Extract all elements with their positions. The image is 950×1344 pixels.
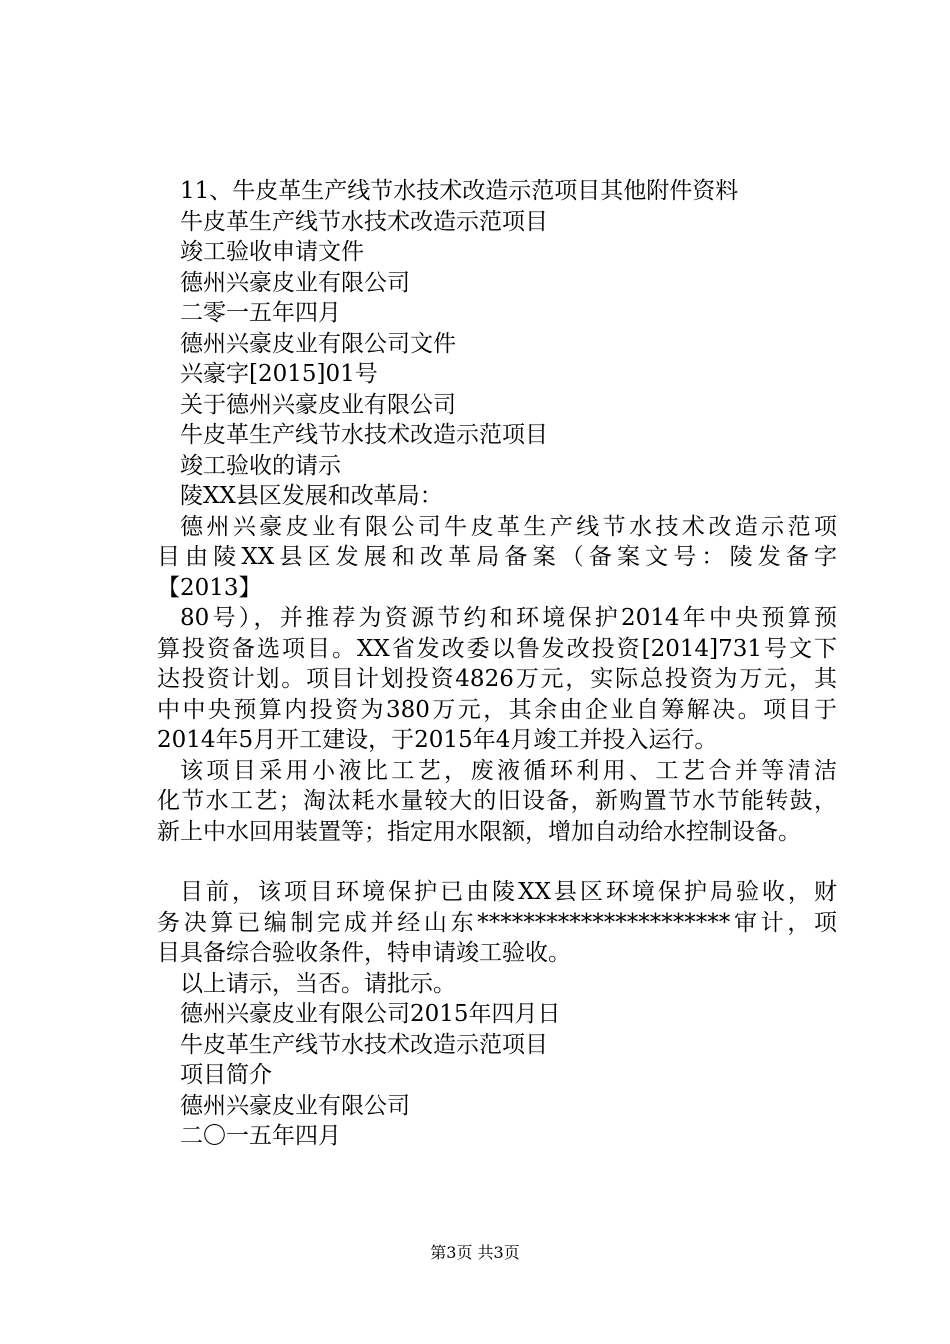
company-name-line: 德州兴豪皮业有限公司: [180, 269, 410, 296]
date-line: 二零一五年四月: [180, 300, 341, 326]
company-name-line: 德州兴豪皮业有限公司: [180, 1092, 410, 1119]
project-summary-title: 项目简介: [180, 1062, 272, 1088]
paragraph-line: 中中央预算内投资为380万元，其余由企业自筹解决。项目于: [157, 696, 837, 723]
subject-line-2: 牛皮革生产线节水技术改造示范项目: [180, 422, 548, 448]
paragraph-investment: [157, 603, 837, 756]
project-name-line: 牛皮革生产线节水技术改造示范项目: [180, 1031, 548, 1058]
page-footer: [0, 1243, 950, 1263]
paragraph-process: [157, 756, 837, 848]
paragraph-line: 2014年5月开工建设，于2015年4月竣工并投入运行。: [157, 727, 718, 753]
subject-line-1: 关于德州兴豪皮业有限公司: [180, 391, 456, 418]
paragraph-line: 【2013】: [157, 574, 262, 601]
page-number: 第3页 共3页: [430, 1243, 520, 1262]
blank-spacer: [157, 847, 837, 877]
paragraph-line: 算投资备选项目。XX省发改委以鲁发改投资[2014]731号文下: [157, 635, 837, 662]
paragraph-line: 达投资计划。项目计划投资4826万元，实际总投资为万元，其: [157, 666, 837, 692]
signature-date-line: 德州兴豪皮业有限公司2015年四月日: [180, 1001, 561, 1027]
paragraph-acceptance: [157, 877, 837, 969]
paragraph-project-filing: [157, 512, 837, 604]
paragraph-line: 德州兴豪皮业有限公司牛皮革生产线节水技术改造示范项: [180, 513, 837, 540]
paragraph-line: 目由陵XX县区发展和改革局备案（备案文号：陵发备字: [157, 544, 837, 570]
company-document-line: 德州兴豪皮业有限公司文件: [180, 330, 456, 357]
recipient-line: 陵XX县区发展和改革局：: [180, 483, 443, 509]
paragraph-line: 目具备综合验收条件，特申请竣工验收。: [157, 940, 571, 966]
project-name-line: 牛皮革生产线节水技术改造示范项目: [180, 208, 548, 235]
paragraph-line: 新上中水回用装置等；指定用水限额，增加自动给水控制设备。: [157, 818, 801, 845]
paragraph-line: 该项目采用小液比工艺，废液循环利用、工艺合并等清洁: [180, 757, 837, 784]
paragraph-line: 务决算已编制完成并经山东**********************审计，项: [157, 909, 837, 936]
date-line: 二〇一五年四月: [180, 1123, 341, 1149]
request-closing-line: 以上请示，当否。请批示。: [180, 970, 456, 997]
paragraph-line: 80号），并推荐为资源节约和环境保护2014年中央预算预: [180, 605, 837, 631]
document-title-line: 竣工验收申请文件: [180, 239, 364, 265]
subject-line-3: 竣工验收的请示: [180, 452, 341, 479]
document-number-line: 兴豪字[2015]01号: [180, 361, 378, 387]
paragraph-line: 目前，该项目环境保护已由陵XX县区环境保护局验收，财: [180, 879, 837, 905]
attachment-heading: 11、牛皮革生产线节水技术改造示范项目其他附件资料: [180, 178, 739, 204]
paragraph-line: 化节水工艺；淘汰耗水量较大的旧设备，新购置节水节能转鼓，: [157, 788, 837, 814]
document-body: [157, 176, 837, 1152]
